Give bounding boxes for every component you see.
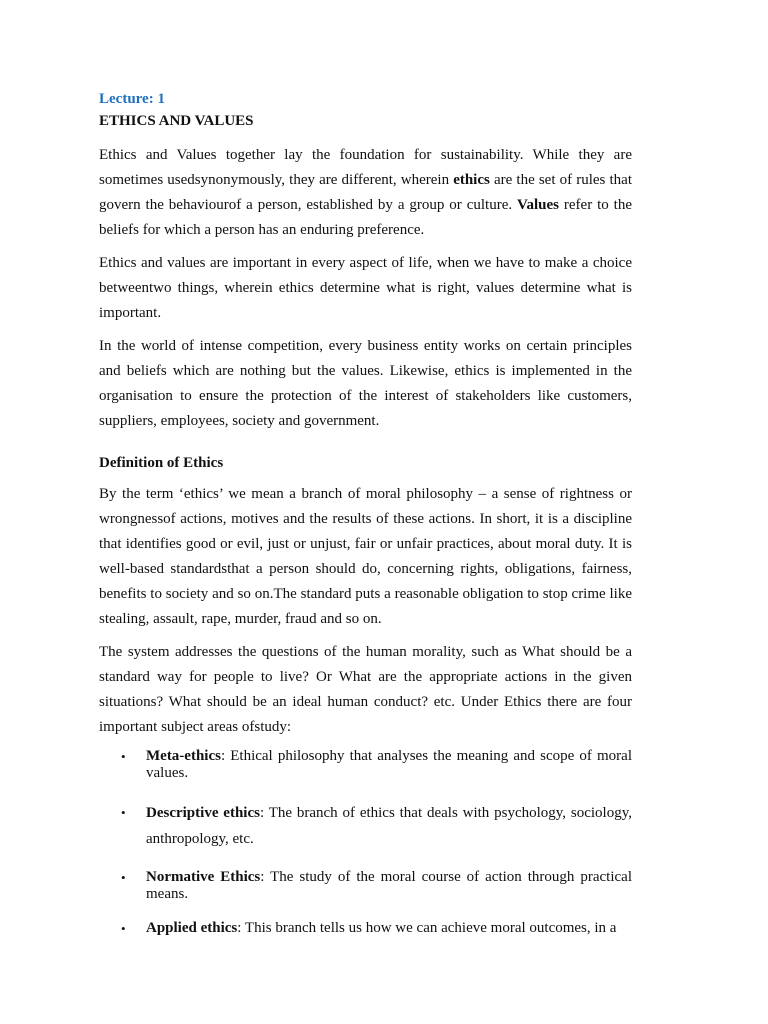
definition-paragraph-1: By the term ‘ethics’ we mean a branch of moral philosophy – a sense of rightness or wrongnessof actions, motives and the results of these actions. In short, it is a discipline that identifies good or evil, just or unjust, fair or unfair practices, about moral duty. It is well-based standardsthat a person should do, concerning rights, obligations, fairness, benefits to society and so on.The standard puts a reasonable obligation to stop crime like stealing, assault, rape, murder, fraud and so on. (99, 486, 632, 627)
term-values: Values (517, 197, 559, 213)
list-item-desc: : The branch of ethics that deals with psychology, sociology, anthropology, etc. (146, 805, 632, 847)
list-item (99, 920, 632, 937)
intro-paragraph-1 (99, 143, 632, 243)
intro-p1-text-b: are the set of rules that govern the behaviourof a person, established by a group or culture. (99, 172, 632, 213)
definition-paragraph-2: The system addresses the questions of the human morality, such as What should be a standard way for people to live? Or What are the appropriate actions in the given situations? What should be an ideal human conduct? etc. Under Ethics there are four important subject areas ofstudy: (99, 644, 632, 735)
term-ethics: ethics (453, 172, 490, 188)
intro-p1-text-c: refer to the beliefs for which a person has an enduring preference. (99, 197, 632, 238)
subject-areas-list (99, 748, 632, 937)
list-item-term: Normative Ethics (146, 869, 261, 885)
bullet-icon: • (121, 870, 126, 885)
list-item-desc: : Ethical philosophy that analyses the meaning and scope of moral values. (146, 748, 632, 781)
bullet-icon: • (121, 921, 126, 936)
document-page (99, 88, 632, 937)
list-item (99, 800, 632, 852)
list-item (99, 748, 632, 782)
list-item-term: Applied ethics (146, 920, 238, 936)
list-item-desc: : This branch tells us how we can achieve moral outcomes, in a (237, 920, 617, 936)
lecture-number: Lecture: 1 (99, 91, 165, 107)
list-item-term: Descriptive ethics (146, 805, 260, 821)
lecture-title: ETHICS AND VALUES (99, 113, 254, 129)
section-heading-definition: Definition of Ethics (99, 455, 224, 471)
bullet-icon: • (121, 749, 126, 764)
intro-paragraph-3: In the world of intense competition, every business entity works on certain principles and beliefs which are nothing but the values. Likewise, ethics is implemented in the organisation to ensure the protection of the interest of stakeholders like customers, suppliers, employees, society and government. (99, 338, 632, 429)
list-item (99, 869, 632, 903)
intro-paragraph-2: Ethics and values are important in every aspect of life, when we have to make a choice betweentwo things, wherein ethics determine what is right, values determine what is important. (99, 255, 632, 321)
intro-p1-text-a: Ethics and Values together lay the foundation for sustainability. While they are sometimes usedsynonymously, they are different, wherein (99, 147, 632, 188)
bullet-icon: • (121, 805, 126, 820)
list-item-desc: : The study of the moral course of action through practical means. (146, 869, 632, 902)
list-item-term: Meta-ethics (146, 748, 221, 764)
